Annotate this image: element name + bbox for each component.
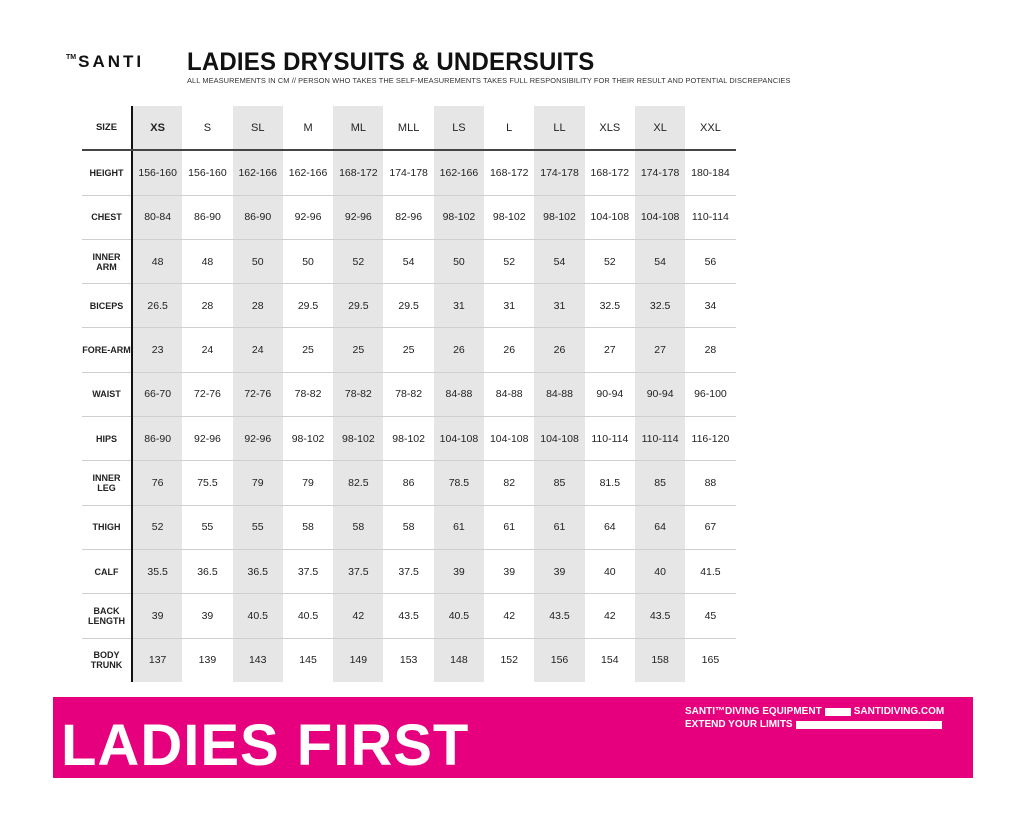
measurement-cell: 80-84 [132,195,182,239]
measurement-cell: 58 [333,505,383,549]
measurement-cell: 39 [534,549,584,593]
measurement-cell: 98-102 [534,195,584,239]
measurement-cell: 90-94 [585,372,635,416]
measurement-cell: 23 [132,328,182,372]
measurement-cell: 162-166 [233,150,283,195]
measurement-cell: 162-166 [283,150,333,195]
measurement-cell: 43.5 [383,594,433,638]
measurement-cell: 84-88 [534,372,584,416]
measurement-cell: 28 [182,284,232,328]
measurement-cell: 32.5 [585,284,635,328]
banner-info-line-1 [685,705,945,718]
measurement-cell: 143 [233,638,283,682]
measurement-cell: 86-90 [132,417,182,461]
measurement-cell: 37.5 [333,549,383,593]
measurement-cell: 156-160 [182,150,232,195]
measurement-cell: 40.5 [434,594,484,638]
measurement-cell: 31 [484,284,534,328]
banner-info-line-2 [685,718,945,731]
measurement-cell: 96-100 [685,372,735,416]
size-header: LL [534,106,584,150]
measurement-label: WAIST [82,372,132,416]
measurement-cell: 98-102 [283,417,333,461]
measurement-cell: 40 [585,549,635,593]
measurement-cell: 104-108 [635,195,685,239]
size-header: SL [233,106,283,150]
measurement-cell: 84-88 [434,372,484,416]
measurement-cell: 43.5 [534,594,584,638]
measurement-cell: 31 [534,284,584,328]
measurement-cell: 36.5 [233,549,283,593]
measurement-cell: 61 [534,505,584,549]
ladies-first-banner [53,697,973,778]
website-label: SANTIDIVING.COM [853,706,945,717]
measurement-cell: 174-178 [635,150,685,195]
measurement-label: CHEST [82,195,132,239]
measurement-cell: 98-102 [484,195,534,239]
measurement-cell: 54 [383,239,433,283]
size-header: XXL [685,106,735,150]
measurement-cell: 50 [283,239,333,283]
brand-tagline: SANTI™DIVING EQUIPMENT [685,706,822,717]
measurement-label: BODY TRUNK [82,638,132,682]
banner-info [685,705,945,731]
measurement-cell: 26 [534,328,584,372]
measurement-cell: 27 [635,328,685,372]
measurement-cell: 82 [484,461,534,505]
size-header: L [484,106,534,150]
page-subtitle: ALL MEASUREMENTS IN CM // PERSON WHO TAKES THE SELF-MEASUREMENTS TAKES FULL RESPONSIBILITY FOR THEIR RESULT AND POTENTIAL DISCREPANCIES [187,76,791,85]
measurement-cell: 26 [434,328,484,372]
measurement-cell: 104-108 [484,417,534,461]
measurement-row [82,461,736,505]
measurement-label: CALF [82,549,132,593]
measurement-cell: 26.5 [132,284,182,328]
measurement-cell: 152 [500,654,518,667]
measurement-row [82,284,736,328]
measurement-label: BICEPS [82,284,132,328]
measurement-cell: 55 [233,505,283,549]
measurement-cell: 24 [182,328,232,372]
size-header: LS [434,106,484,150]
measurement-label: FORE-ARM [82,328,132,372]
measurement-cell: 39 [434,549,484,593]
measurement-cell: 52 [585,239,635,283]
measurement-row [82,150,736,195]
measurement-cell: 90-94 [635,372,685,416]
measurement-cell: 64 [585,505,635,549]
measurement-cell: 85 [534,461,584,505]
size-header: XS [132,106,182,150]
measurement-cell: 45 [685,594,735,638]
measurement-cell: 31 [434,284,484,328]
size-header-row [82,106,736,150]
measurement-cell: 61 [434,505,484,549]
measurement-cell: 153 [399,654,418,667]
brand-name: SANTI [78,52,145,71]
measurement-cell: 64 [635,505,685,549]
measurement-cell: 148 [434,638,484,682]
measurement-cell: 48 [132,239,182,283]
measurement-cell: 28 [233,284,283,328]
measurement-cell: 110-114 [635,417,685,461]
measurement-cell: 98-102 [333,417,383,461]
size-header: XLS [585,106,635,150]
measurement-cell: 50 [233,239,283,283]
size-header: S [182,106,232,150]
measurement-label: HEIGHT [82,150,132,195]
measurement-cell: 39 [484,549,534,593]
measurement-cell: 86-90 [182,195,232,239]
measurement-cell: 79 [233,461,283,505]
measurement-cell: 56 [685,239,735,283]
measurement-cell: 48 [182,239,232,283]
measurement-cell: 25 [333,328,383,372]
size-header: M [283,106,333,150]
measurement-cell: 42 [333,594,383,638]
brand-logo [66,52,144,72]
measurement-cell: 37.5 [383,549,433,593]
measurement-cell: 156-160 [132,150,182,195]
measurement-cell: 42 [484,594,534,638]
measurement-cell: 75.5 [182,461,232,505]
measurement-cell: 39 [132,594,182,638]
measurement-cell: 78-82 [383,372,433,416]
measurement-cell: 149 [333,638,383,682]
measurement-cell: 52 [484,239,534,283]
measurement-cell: 50 [434,239,484,283]
measurement-cell: 98-102 [383,417,433,461]
divider-bar [825,708,851,716]
measurement-cell: 58 [283,505,333,549]
measurement-cell: 98-102 [434,195,484,239]
measurement-cell: 40 [635,549,685,593]
trademark-mark: TM [66,54,77,61]
measurement-label: THIGH [82,505,132,549]
measurement-cell: 25 [383,328,433,372]
measurement-cell: 81.5 [585,461,635,505]
measurement-row [82,239,736,283]
size-header: MLL [383,106,433,150]
measurement-label: INNER LEG [82,461,132,505]
measurement-cell: 40.5 [283,594,333,638]
measurement-cell: 76 [132,461,182,505]
measurement-cell: 92-96 [182,417,232,461]
size-chart [82,106,736,682]
measurement-cell: 137 [132,638,182,682]
measurement-rows [82,150,736,682]
measurement-cell: 92-96 [283,195,333,239]
measurement-row [82,638,736,682]
measurement-cell: 104-108 [534,417,584,461]
measurement-row [82,372,736,416]
measurement-label: HIPS [82,417,132,461]
measurement-cell: 86 [383,461,433,505]
measurement-cell: 34 [685,284,735,328]
measurement-cell: 174-178 [383,150,433,195]
measurement-cell: 29.5 [383,284,433,328]
size-header: ML [333,106,383,150]
measurement-row [82,594,736,638]
measurement-cell: 41.5 [685,549,735,593]
measurement-cell: 85 [635,461,685,505]
measurement-cell: 67 [685,505,735,549]
measurement-cell: 28 [685,328,735,372]
measurement-cell: 110-114 [685,195,735,239]
measurement-cell: 84-88 [484,372,534,416]
measurement-cell: 86-90 [233,195,283,239]
measurement-cell: 43.5 [635,594,685,638]
measurement-cell: 52 [333,239,383,283]
divider-bar [796,721,942,729]
measurement-cell: 58 [383,505,433,549]
measurement-label: BACK LENGTH [82,594,132,638]
measurement-cell: 92-96 [233,417,283,461]
measurement-cell: 54 [534,239,584,283]
measurement-cell: 168-172 [333,150,383,195]
size-corner-label: SIZE [82,106,132,150]
measurement-cell: 139 [198,654,217,667]
measurement-cell: 54 [635,239,685,283]
measurement-cell: 27 [585,328,635,372]
measurement-cell: 24 [233,328,283,372]
measurement-cell: 25 [283,328,333,372]
measurement-cell: 66-70 [132,372,182,416]
measurement-cell: 42 [585,594,635,638]
measurement-cell: 174-178 [534,150,584,195]
measurement-cell: 61 [484,505,534,549]
measurement-cell: 82-96 [383,195,433,239]
measurement-cell: 78.5 [434,461,484,505]
measurement-cell: 116-120 [685,417,735,461]
measurement-cell: 32.5 [635,284,685,328]
measurement-row [82,195,736,239]
measurement-row [82,549,736,593]
banner-headline: LADIES FIRST [61,713,470,778]
measurement-cell: 78-82 [283,372,333,416]
measurement-cell: 82.5 [333,461,383,505]
measurement-cell: 88 [685,461,735,505]
measurement-cell: 104-108 [434,417,484,461]
measurement-label: INNER ARM [82,239,132,283]
measurement-cell: 145 [299,654,317,667]
measurement-cell: 78-82 [333,372,383,416]
measurement-cell: 110-114 [585,417,635,461]
page-title: LADIES DRYSUITS & UNDERSUITS [187,48,595,77]
measurement-cell: 36.5 [182,549,232,593]
size-table [82,106,736,682]
measurement-cell: 39 [182,594,232,638]
measurement-cell: 37.5 [283,549,333,593]
measurement-row [82,505,736,549]
measurement-cell: 29.5 [283,284,333,328]
measurement-cell: 168-172 [484,150,534,195]
measurement-cell: 180-184 [685,150,735,195]
measurement-row [82,417,736,461]
measurement-cell: 26 [484,328,534,372]
measurement-cell: 52 [132,505,182,549]
measurement-cell: 55 [182,505,232,549]
size-header: XL [635,106,685,150]
slogan: EXTEND YOUR LIMITS [685,719,793,730]
measurement-cell: 29.5 [333,284,383,328]
measurement-cell: 168-172 [585,150,635,195]
measurement-cell: 79 [283,461,333,505]
measurement-row [82,328,736,372]
measurement-cell: 165 [701,654,720,667]
measurement-cell: 104-108 [585,195,635,239]
measurement-cell: 158 [635,638,685,682]
measurement-cell: 162-166 [434,150,484,195]
measurement-cell: 40.5 [233,594,283,638]
measurement-cell: 72-76 [182,372,232,416]
measurement-cell: 156 [534,638,584,682]
measurement-cell: 35.5 [132,549,182,593]
measurement-cell: 154 [601,654,619,667]
measurement-cell: 72-76 [233,372,283,416]
measurement-cell: 92-96 [333,195,383,239]
